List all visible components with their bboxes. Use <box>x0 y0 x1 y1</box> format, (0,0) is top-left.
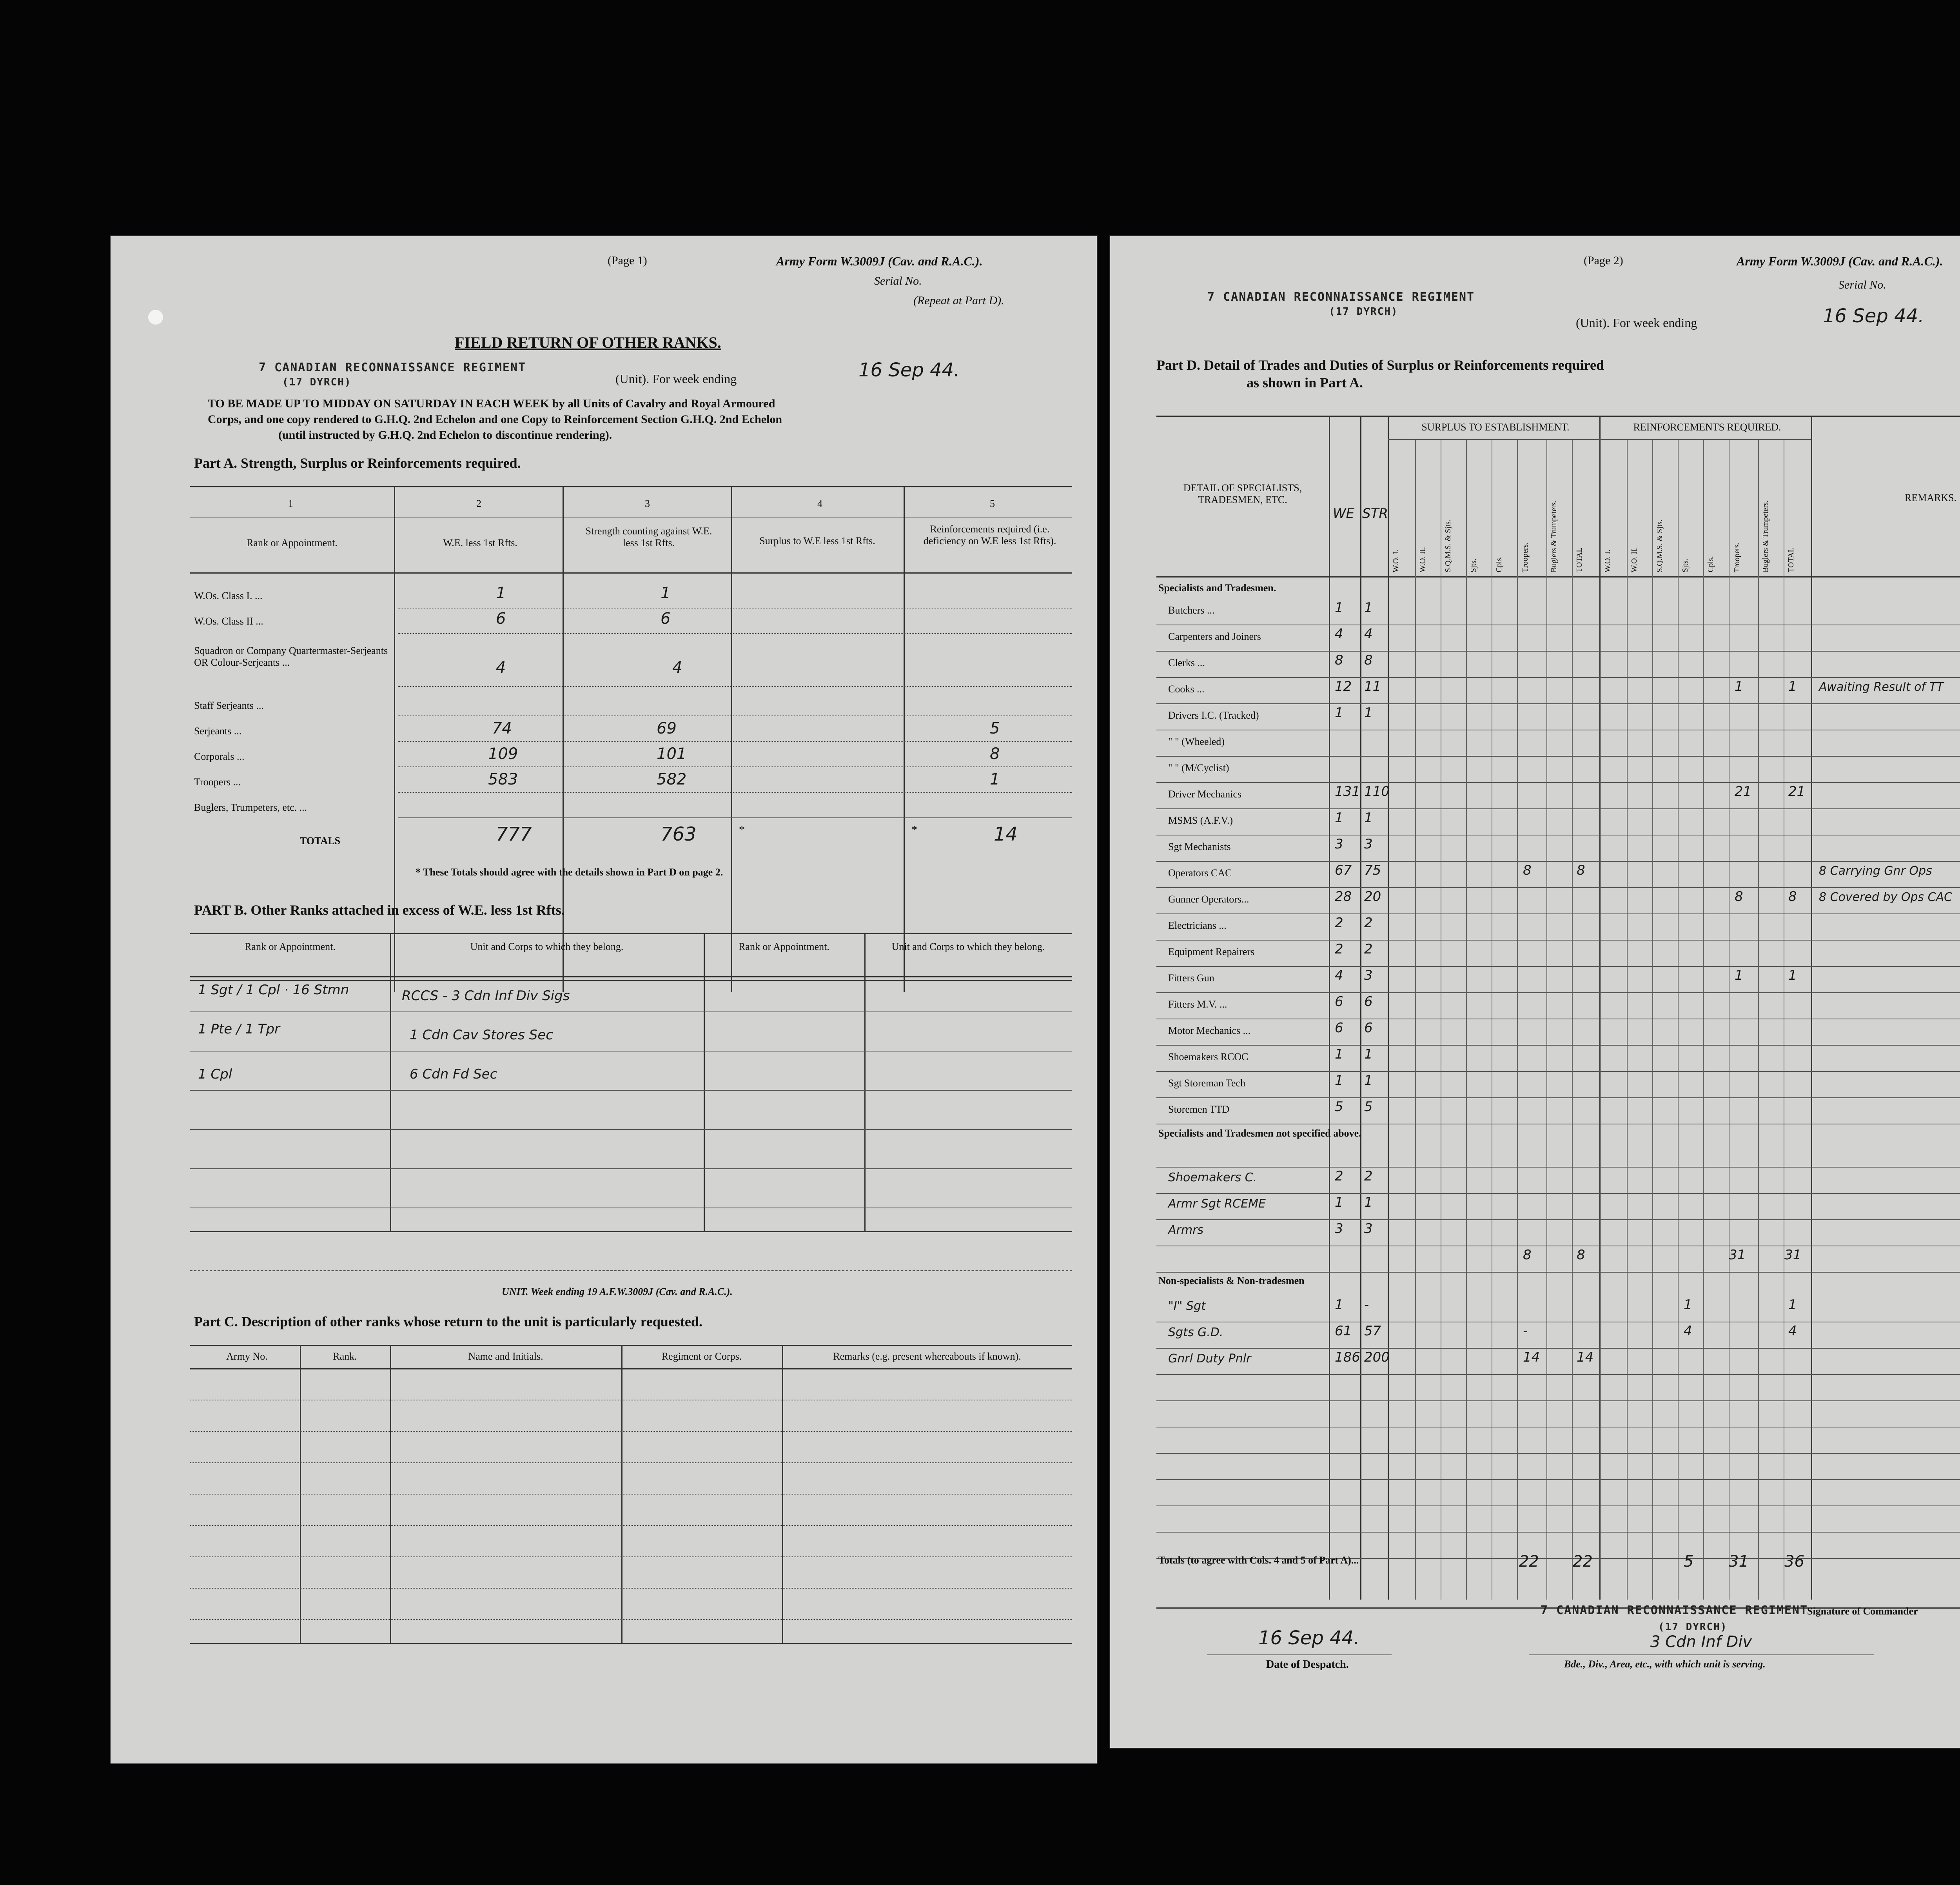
row-rule <box>1156 913 1960 914</box>
repeat-note: (Repeat at Part D). <box>913 294 1004 307</box>
trade-s-tpr: 8 <box>1523 863 1532 878</box>
row-rule <box>1156 1219 1960 1220</box>
total-r-tot: 36 <box>1784 1553 1804 1571</box>
trade-label: Butchers ... <box>1168 605 1215 616</box>
col-header-reinforcements: Reinforcements required (i.e. deficiency on W.E less 1st Rfts). <box>923 523 1056 547</box>
part-b-table: Rank or Appointment. Unit and Corps to which they belong. Rank or Appointment. Unit and Corps to which they belong. 1 Sgt / 1 Cpl · 16 Stmn RCCS - 3 Cdn Inf Div Sigs 1 Pte / 1 Tpr 1 Cdn Cav Stores Sec 1 Cpl 6 Cdn Fd Sec <box>190 933 1072 1239</box>
total-r-sjt: 5 <box>1684 1553 1694 1571</box>
signature-label: Signature of Commander <box>1807 1605 1918 1617</box>
trade-label: Carpenters and Joiners <box>1168 631 1261 642</box>
trade-str: 75 <box>1364 863 1381 878</box>
subtotal-r-tpr: 31 <box>1729 1247 1746 1263</box>
trade-str: 3 <box>1364 968 1373 983</box>
trade-r-tpr: 1 <box>1735 968 1743 983</box>
col-header-strength: Strength counting against W.E. less 1st Rfts. <box>585 525 712 548</box>
trade-we: 4 <box>1335 968 1343 983</box>
trade-label: Electricians ... <box>1168 920 1227 931</box>
trade-label: Gnrl Duty Pnlr <box>1168 1352 1251 1366</box>
section-unspecified: Specialists and Tradesmen not specified above. <box>1158 1128 1361 1139</box>
trade-str: 57 <box>1364 1323 1381 1339</box>
total-s-tpr: 22 <box>1519 1553 1539 1571</box>
trade-label: Motor Mechanics ... <box>1168 1025 1251 1036</box>
trade-str: 200 <box>1364 1349 1390 1365</box>
trade-label: Sgt Storeman Tech <box>1168 1077 1246 1089</box>
trade-we: 4 <box>1335 626 1343 642</box>
row-rule <box>1156 1532 1960 1533</box>
trade-we: 3 <box>1335 1221 1343 1237</box>
trade-s-tot: 14 <box>1577 1349 1594 1365</box>
trade-we: 1 <box>1335 705 1343 721</box>
row-rule <box>1156 940 1960 941</box>
signature-stamp-sub: (17 DYRCH) <box>1658 1621 1728 1633</box>
trade-r-tpr: 1 <box>1735 679 1743 694</box>
total-strength: 763 <box>661 823 697 845</box>
part-c-table: Army No. Rank. Name and Initials. Regiment or Corps. Remarks (e.g. present whereabouts if known). <box>190 1345 1072 1651</box>
row-rule <box>1156 1479 1960 1480</box>
row-rule <box>1156 966 1960 967</box>
row-label: W.Os. Class II ... <box>194 616 263 627</box>
trade-str: 3 <box>1364 1221 1373 1237</box>
trade-we: 67 <box>1335 863 1352 878</box>
form-title: FIELD RETURN OF OTHER RANKS. <box>455 334 721 351</box>
trade-we: 1 <box>1335 1297 1343 1313</box>
serial-no-label: Serial No. <box>1838 278 1886 291</box>
trade-label: Clerks ... <box>1168 657 1205 668</box>
trade-we: 1 <box>1335 1195 1343 1210</box>
trade-label: Fitters M.V. ... <box>1168 999 1227 1010</box>
part-d-table: DETAIL OF SPECIALISTS, TRADESMEN, ETC. WE STR SURPLUS TO ESTABLISHMENT. REINFORCEMENTS REQUIRED. REMARKS. W.O. I. W.O. II. S.Q.M.S. & Sjts. Sjts. Cpls. Troopers. Buglers & Trumpeters. TOTAL W.O. I. W.O. II. S.Q.M.S. & Sjts. Sjts. Cpls. Troopers. Buglers & Trumpeters. TOTAL Specialists and Tradesmen. <box>1156 416 1960 1611</box>
trade-remark: 8 Covered by Ops CAC <box>1819 890 1953 904</box>
trade-we: 28 <box>1335 889 1352 904</box>
subtotal-r-tot: 31 <box>1784 1247 1802 1263</box>
week-ending-value: 16 Sep 44. <box>858 359 960 381</box>
trade-str: 20 <box>1364 889 1381 904</box>
subtotal-s-tpr: 8 <box>1523 1247 1532 1263</box>
despatch-date-label: Date of Despatch. <box>1266 1658 1349 1671</box>
trade-str: 11 <box>1364 679 1381 694</box>
trade-str: 1 <box>1364 600 1373 616</box>
row-rule <box>1156 782 1960 783</box>
col-header-rank: Rank or Appointment. <box>247 537 338 548</box>
trade-str: 1 <box>1364 1195 1373 1210</box>
str-header: STR <box>1362 506 1388 521</box>
row-rule <box>1156 677 1960 678</box>
trade-we: 6 <box>1335 1020 1343 1036</box>
trade-r-tpr: 8 <box>1735 889 1743 904</box>
part-d-rows <box>1156 416 1960 1611</box>
we-header: WE <box>1333 506 1355 521</box>
row-label: W.Os. Class I. ... <box>194 590 263 601</box>
unit-stamp: 7 CANADIAN RECONNAISSANCE REGIMENT <box>1207 290 1475 304</box>
trade-str: 2 <box>1364 941 1373 957</box>
section-non-specialists: Non-specialists & Non-tradesmen <box>1158 1275 1305 1286</box>
row-label: Squadron or Company Quartermaster-Serjeants OR Colour-Serjeants ... <box>194 645 388 668</box>
trade-label: Drivers I.C. (Tracked) <box>1168 710 1259 721</box>
trade-we: 2 <box>1335 1168 1343 1184</box>
trade-str: 6 <box>1364 1020 1373 1036</box>
trade-str: 1 <box>1364 810 1373 826</box>
part-a-table: 1 2 3 4 5 Rank or Appointment. W.E. less 1st Rfts. Strength counting against W.E. less 1st Rfts. Surplus to W.E less 1st Rfts. Reinforcements required (i.e. deficiency on W.E less 1st Rfts). W.Os. Class I. ... 1 1 W.Os. Class II ... 6 6 Squadron or Company Quartermaster-Serjeants OR Colour-Serjeants ... 4 4 Staff Serjeants ... Serjeants ... 74 69 5 Corporals ... 109 101 8 Troopers ... 583 582 1 Buglers, Trumpeters, etc. ... TOTALS 777 763 * * 14 <box>190 486 1072 1004</box>
trade-we: 1 <box>1335 600 1343 616</box>
unit-stamp-sub: (17 DYRCH) <box>1329 306 1398 318</box>
unit-stamp-sub: (17 DYRCH) <box>282 376 352 388</box>
reinforcements-header: REINFORCEMENTS REQUIRED. <box>1633 421 1781 433</box>
trade-we: 3 <box>1335 836 1343 852</box>
row-rule <box>1156 992 1960 993</box>
total-s-tot: 22 <box>1573 1553 1593 1571</box>
row-rule <box>1156 756 1960 757</box>
trade-we: 12 <box>1335 679 1352 694</box>
trade-label: Storemen TTD <box>1168 1104 1230 1115</box>
trade-we: 2 <box>1335 941 1343 957</box>
trade-r-tot: 8 <box>1788 889 1797 904</box>
row-rule <box>1156 861 1960 862</box>
part-d-subtitle: as shown in Part A. <box>1247 375 1363 390</box>
trade-we: 6 <box>1335 994 1343 1010</box>
part-c-title: Part C. Description of other ranks whose return to the unit is particularly requested. <box>194 1314 702 1329</box>
trade-label: MSMS (A.F.V.) <box>1168 815 1233 826</box>
trade-r-tot: 1 <box>1788 679 1797 694</box>
row-label: Troopers ... <box>194 776 241 788</box>
unit-stamp: 7 CANADIAN RECONNAISSANCE REGIMENT <box>259 361 526 374</box>
trade-str: - <box>1364 1297 1369 1313</box>
signature-stamp: 7 CANADIAN RECONNAISSANCE REGIMENT <box>1541 1604 1808 1617</box>
detail-header: DETAIL OF SPECIALISTS, TRADESMEN, ETC. <box>1183 482 1302 505</box>
row-rule <box>1156 1272 1960 1273</box>
row-rule <box>1156 1400 1960 1401</box>
totals-note: * These Totals should agree with the details shown in Part D on page 2. <box>416 866 723 878</box>
bde-label: Bde., Div., Area, etc., with which unit is serving. <box>1564 1658 1766 1670</box>
trade-we: 61 <box>1335 1323 1352 1339</box>
row-rule <box>1156 887 1960 888</box>
trade-we: 1 <box>1335 810 1343 826</box>
remarks-header: REMARKS. <box>1904 492 1957 503</box>
trade-r-tpr: 21 <box>1735 784 1752 799</box>
trade-r-tot: 1 <box>1788 1297 1797 1313</box>
trade-r-tot: 21 <box>1788 784 1806 799</box>
page-label: (Page 1) <box>608 254 647 267</box>
trade-r-sjt: 4 <box>1684 1323 1692 1339</box>
trade-label: Operators CAC <box>1168 867 1232 879</box>
trade-str: 2 <box>1364 1168 1373 1184</box>
form-page-1 <box>110 235 1098 1764</box>
surplus-header: SURPLUS TO ESTABLISHMENT. <box>1421 421 1570 433</box>
page-label: (Page 2) <box>1584 254 1623 267</box>
trade-label: Shoemakers C. <box>1168 1171 1257 1184</box>
total-r-tpr: 31 <box>1729 1553 1749 1571</box>
trade-label: Cooks ... <box>1168 683 1205 695</box>
trade-label: Fitters Gun <box>1168 972 1214 984</box>
trade-s-tpr: - <box>1523 1323 1528 1339</box>
trade-label: Armrs <box>1168 1223 1204 1237</box>
punch-hole <box>148 310 163 325</box>
despatch-date: 16 Sep 44. <box>1258 1627 1360 1649</box>
part-c-unit-line: UNIT. Week ending 19 A.F.W.3009J (Cav. and R.A.C.). <box>502 1286 733 1297</box>
trade-str: 1 <box>1364 705 1373 721</box>
row-label: Staff Serjeants ... <box>194 700 264 711</box>
trade-r-sjt: 1 <box>1684 1297 1692 1313</box>
trade-label: " " (Wheeled) <box>1168 736 1225 747</box>
army-form-label: Army Form W.3009J (Cav. and R.A.C.). <box>1737 254 1943 268</box>
row-rule <box>1156 651 1960 652</box>
trade-str: 5 <box>1364 1099 1373 1115</box>
instructions: TO BE MADE UP TO MIDDAY ON SATURDAY IN EACH WEEK by all Units of Cavalry and Royal Armoured Corps, and one copy rendered to G.H.Q. 2nd Echelon and one Copy to Reinforcement Section G.H.Q. 2nd Echelon (until instructed by G.H.Q. 2nd Echelon to discontinue rendering). <box>208 397 782 441</box>
trade-r-tot: 1 <box>1788 968 1797 983</box>
row-rule <box>1156 1097 1960 1098</box>
col-header-we: W.E. less 1st Rfts. <box>443 537 517 548</box>
week-ending-value: 16 Sep 44. <box>1823 305 1924 327</box>
trade-label: Armr Sgt RCEME <box>1168 1197 1266 1211</box>
trade-label: "I" Sgt <box>1168 1299 1206 1313</box>
trade-str: 1 <box>1364 1046 1373 1062</box>
trade-we: 1 <box>1335 1073 1343 1088</box>
trade-remark: Awaiting Result of TT <box>1819 680 1944 694</box>
unit-label: (Unit). For week ending <box>1576 316 1697 330</box>
subtotal-s-tot: 8 <box>1577 1247 1585 1263</box>
trade-label: " " (M/Cyclist) <box>1168 762 1229 774</box>
form-page-2 <box>1109 235 1960 1749</box>
trade-we: 2 <box>1335 915 1343 931</box>
trade-remark: 8 Carrying Gnr Ops <box>1819 864 1932 878</box>
trade-str: 3 <box>1364 836 1373 852</box>
row-rule <box>1156 1071 1960 1072</box>
unit-label: (Unit). For week ending <box>615 372 737 386</box>
row-label: Buglers, Trumpeters, etc. ... <box>194 802 307 813</box>
col-header-surplus: Surplus to W.E less 1st Rfts. <box>759 535 875 547</box>
serial-no-label: Serial No. <box>874 274 922 287</box>
bde-value: 3 Cdn Inf Div <box>1650 1633 1752 1651</box>
trade-we: 131 <box>1335 784 1360 799</box>
trade-label: Sgt Mechanists <box>1168 841 1231 852</box>
trade-str: 1 <box>1364 1073 1373 1088</box>
trade-label: Equipment Repairers <box>1168 946 1255 957</box>
trade-s-tot: 8 <box>1577 863 1585 878</box>
total-reinforcements: 14 <box>994 823 1018 845</box>
part-b-title: PART B. Other Ranks attached in excess of W.E. less 1st Rfts. <box>194 902 565 918</box>
trade-str: 4 <box>1364 626 1373 642</box>
row-rule <box>1156 1453 1960 1454</box>
trade-str: 110 <box>1364 784 1390 799</box>
trade-we: 186 <box>1335 1349 1360 1365</box>
total-we: 777 <box>496 823 532 845</box>
trade-label: Driver Mechanics <box>1168 788 1241 800</box>
trade-str: 2 <box>1364 915 1373 931</box>
trade-we: 1 <box>1335 1046 1343 1062</box>
trade-label: Gunner Operators... <box>1168 893 1249 905</box>
part-d-title: Part D. Detail of Trades and Duties of Surplus or Reinforcements required <box>1156 357 1604 373</box>
row-rule <box>1156 1045 1960 1046</box>
part-a-title: Part A. Strength, Surplus or Reinforcements required. <box>194 455 521 471</box>
trade-str: 6 <box>1364 994 1373 1010</box>
army-form-label: Army Form W.3009J (Cav. and R.A.C.). <box>776 254 983 268</box>
row-label: Corporals ... <box>194 751 245 762</box>
section-specialists: Specialists and Tradesmen. <box>1158 582 1276 594</box>
row-rule <box>1156 1505 1960 1506</box>
trade-s-tpr: 14 <box>1523 1349 1540 1365</box>
trade-we: 8 <box>1335 652 1343 668</box>
row-rule <box>1156 1374 1960 1375</box>
trade-str: 8 <box>1364 652 1373 668</box>
row-label: Serjeants ... <box>194 725 242 737</box>
trade-label: Shoemakers RCOC <box>1168 1051 1249 1062</box>
totals-label: TOTALS <box>300 835 341 846</box>
row-rule <box>1156 1348 1960 1349</box>
row-rule <box>1156 1167 1960 1168</box>
trade-label: Sgts G.D. <box>1168 1326 1223 1339</box>
trade-r-tot: 4 <box>1788 1323 1797 1339</box>
trade-we: 5 <box>1335 1099 1343 1115</box>
totals-label: Totals (to agree with Cols. 4 and 5 of Part A)... <box>1158 1554 1359 1566</box>
row-rule <box>1156 703 1960 704</box>
row-rule <box>1156 1193 1960 1194</box>
row-rule <box>1156 808 1960 809</box>
